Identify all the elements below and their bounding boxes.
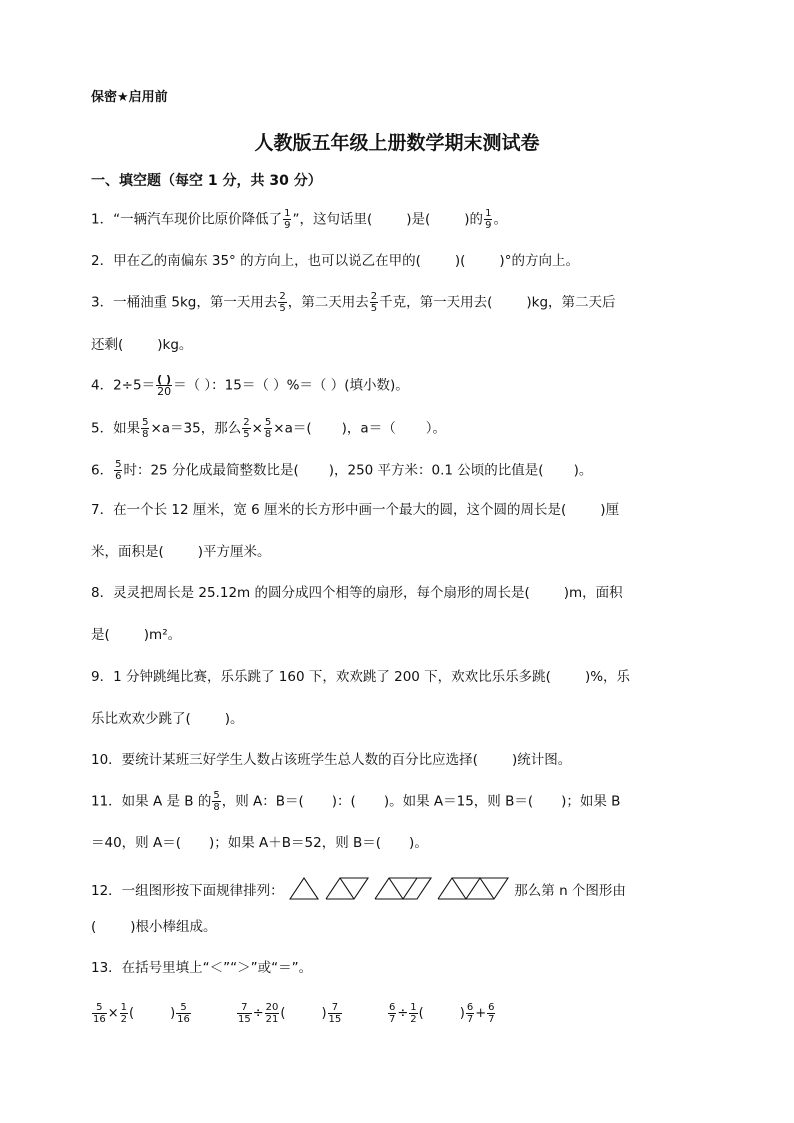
comparison-3: $\frac{6}{7}$ ÷ $\frac{1}{2}$ ( ) $\frac{6}{7}$ + $\frac{6}{7}$ xyxy=(389,1002,495,1025)
fraction: $\frac{1}{9}$ xyxy=(284,208,291,231)
question-3-continued: 还剩( )kg。 xyxy=(91,337,193,353)
question-7: 7．在一个长 12 厘米，宽 6 厘米的长方形中画一个最大的圆，这个圆的周长是( )厘 xyxy=(91,502,620,518)
question-8: 8．灵灵把周长是 25.12m 的圆分成四个相等的扇形，每个扇形的周长是( )m，面积 xyxy=(91,585,623,601)
question-12: 12．一组图形按下面规律排列： 那么第 n 个图形由 xyxy=(91,876,626,900)
fraction: $\frac{6}{7}$ xyxy=(488,1002,495,1025)
question-3: 3．一桶油重 5kg，第一天用去 $\frac{2}{5}$ ，第二天用去 $\frac{2}{5}$ 千克，第一天用去( )kg，第二天后 xyxy=(91,291,616,314)
fraction: $\frac{6}{7}$ xyxy=(389,1002,396,1025)
triangle-figure-2 xyxy=(326,878,368,899)
fraction: $\frac{5}{6}$ xyxy=(115,459,122,482)
question-5: 5．如果 $\frac{5}{8}$ ×a＝35，那么 $\frac{2}{5}$ × $\frac{5}{8}$ ×a＝( )，a＝（ ）。 xyxy=(91,417,446,440)
question-12-continued: ( )根小棒组成。 xyxy=(91,919,217,935)
fraction: $\frac{20}{21}$ xyxy=(265,1002,279,1025)
question-7-continued: 米，面积是( )平方厘米。 xyxy=(91,544,271,560)
fraction: $\frac{5}{16}$ xyxy=(93,1002,106,1025)
fraction: $\frac{7}{15}$ xyxy=(328,1002,342,1025)
fraction: $\frac{5}{16}$ xyxy=(177,1002,190,1025)
triangle-figure-3 xyxy=(375,878,431,899)
fraction: $\frac{7}{15}$ xyxy=(238,1002,251,1025)
question-2: 2．甲在乙的南偏东 35° 的方向上，也可以说乙在甲的( )( )°的方向上。 xyxy=(91,253,579,269)
fraction: $\frac{1}{9}$ xyxy=(485,208,492,231)
fraction: $\frac{5}{8}$ xyxy=(264,417,272,440)
question-11-continued: ＝40，则 A＝( )；如果 A＋B＝52，则 B＝( )。 xyxy=(91,835,428,851)
triangle-pattern xyxy=(288,876,510,906)
fraction: $\frac{2}{5}$ xyxy=(370,291,378,314)
triangle-figure-1 xyxy=(290,878,318,899)
fraction: $\frac{5}{8}$ xyxy=(142,417,149,440)
fraction: $\frac{2}{5}$ xyxy=(279,291,286,314)
question-9: 9．1 分钟跳绳比赛，乐乐跳了 160 下，欢欢跳了 200 下，欢欢比乐乐多跳( )%，乐 xyxy=(91,669,631,685)
question-10: 10．要统计某班三好学生人数占该班学生总人数的百分比应选择( )统计图。 xyxy=(91,752,572,768)
comparison-2: $\frac{7}{15}$ ÷ $\frac{20}{21}$ ( ) $\frac{7}{15}$ xyxy=(238,1002,342,1025)
comparison-1: $\frac{5}{16}$ × $\frac{1}{2}$ ( ) $\frac{5}{16}$ xyxy=(93,1002,190,1025)
fraction: $\frac{1}{2}$ xyxy=(120,1002,128,1025)
question-8-continued: 是( )m²。 xyxy=(91,627,182,643)
fraction: $\frac{1}{2}$ xyxy=(410,1002,417,1025)
fraction: $\frac{( )}{20}$ xyxy=(157,373,172,398)
fraction: $\frac{2}{5}$ xyxy=(243,417,250,440)
question-4: 4．2÷5＝ $\frac{( )}{20}$ ＝（ ）：15＝（ ）%＝（ ）(填小数)。 xyxy=(91,373,409,398)
question-13: 13．在括号里填上“＜”“＞”或“＝”。 xyxy=(91,960,313,976)
triangle-figure-4 xyxy=(438,878,508,899)
question-6: 6． $\frac{5}{6}$ 时：25 分化成最简整数比是( )，250 平方米：0.1 公顷的比值是( )。 xyxy=(91,459,593,482)
triangle-pattern-figure xyxy=(288,876,510,900)
section-heading: 一、填空题（每空 1 分，共 30 分） xyxy=(91,173,322,189)
question-1: 1．“一辆汽车现价比原价降低了 $\frac{1}{9}$ ”，这句话里( )是( )的 $\frac{1}{9}$ 。 xyxy=(91,208,507,231)
question-11: 11．如果 A 是 B 的 $\frac{5}{8}$ ，则 A：B＝( )：( )。如果 A＝15，则 B＝( )；如果 B xyxy=(91,790,621,813)
fraction: $\frac{5}{8}$ xyxy=(213,790,220,813)
page-title: 人教版五年级上册数学期末测试卷 xyxy=(254,132,540,154)
question-9-continued: 乐比欢欢少跳了( )。 xyxy=(91,711,244,727)
fraction: $\frac{6}{7}$ xyxy=(466,1002,474,1025)
confidential-label: 保密★启用前 xyxy=(91,90,168,105)
